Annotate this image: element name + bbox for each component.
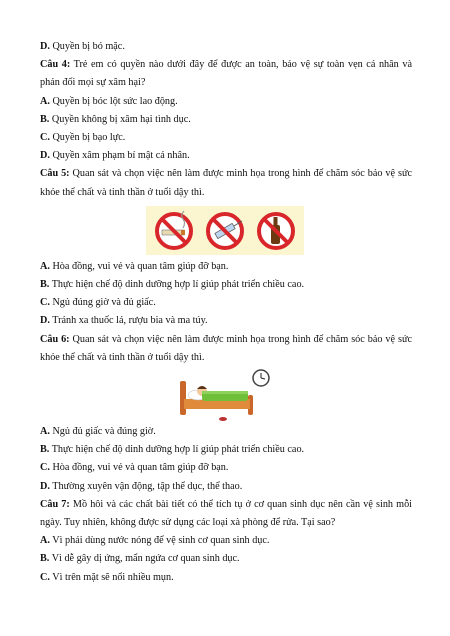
sleeping-child-bed-icon <box>180 381 253 421</box>
no-smoking-icon <box>157 211 191 248</box>
q6-option-d: D. Thường xuyên vận động, tập thể dục, thể thao. <box>40 480 243 492</box>
q6-option-c: C. Hòa đồng, vui vẻ và quan tâm giúp đỡ bạn. <box>40 462 229 474</box>
q5-image-row <box>40 202 412 258</box>
question-7: Câu 7: Mồ hôi và các chất bài tiết có thể tích tụ ở cơ quan sinh dục nên cần vệ sinh mỗi ngày. Tuy nhiên, không được sử dụng các loại xà phòng để rửa. Tại sao? <box>40 498 413 529</box>
q5-prohibition-image <box>146 206 304 255</box>
q7-option-b: B. Vì dễ gây dị ứng, mẩn ngứa cơ quan sinh dục. <box>40 553 240 565</box>
q4-option-c: C. Quyền bị bạo lực. <box>40 132 126 144</box>
wall-clock-icon <box>253 370 269 386</box>
q5-option-a: A. Hòa đồng, vui vẻ và quan tâm giúp đỡ bạn. <box>40 260 229 272</box>
document-page <box>40 38 412 587</box>
q3-option-d: D. Quyền bị bó mặc. <box>40 41 125 52</box>
q5-option-c: C. Ngủ đúng giờ và đủ giấc. <box>40 297 156 309</box>
q4-option-a: A. Quyền bị bóc lột sức lao động. <box>40 95 178 107</box>
q4-option-b: B. Quyền không bị xâm hại tình dục. <box>40 113 191 125</box>
q6-option-a: A. Ngủ đủ giấc và đúng giờ. <box>40 426 156 438</box>
q6-sleeping-image <box>178 369 273 423</box>
q7-option-c: C. Vì trên mặt sẽ nổi nhiều mụn. <box>40 571 174 583</box>
q5-option-d: D. Tránh xa thuốc lá, rượu bia và ma túy. <box>40 315 208 327</box>
question-4: Câu 4: Trẻ em có quyền nào dưới đây để được an toàn, bảo vệ sự toàn vẹn cá nhân và phản đối mọi sự xâm hại? <box>40 59 412 89</box>
no-syringe-icon <box>208 214 242 248</box>
q6-option-b: B. Thực hiện chế độ dinh dưỡng hợp lí giúp phát triển chiều cao. <box>40 444 305 456</box>
q5-option-b: B. Thực hiện chế độ dinh dưỡng hợp lí giúp phát triển chiều cao. <box>40 279 305 291</box>
question-6: Câu 6: Quan sát và chọn việc nên làm được minh họa trong hình để chăm sóc bảo vệ sức khỏe thể chất và tinh thần ở tuổi dậy thì. <box>40 333 413 363</box>
q7-option-a: A. Vì phải dùng nước nóng để vệ sinh cơ quan sinh dục. <box>40 535 270 547</box>
q6-image-row <box>40 367 412 423</box>
question-5: Câu 5: Quan sát và chọn việc nên làm được minh họa trong hình để chăm sóc bảo vệ sức khỏe thể chất và tinh thần ở tuổi dậy thì. <box>40 168 413 198</box>
q4-option-d: D. Quyền xâm phạm bí mật cá nhân. <box>40 150 190 162</box>
no-alcohol-icon <box>259 214 293 248</box>
